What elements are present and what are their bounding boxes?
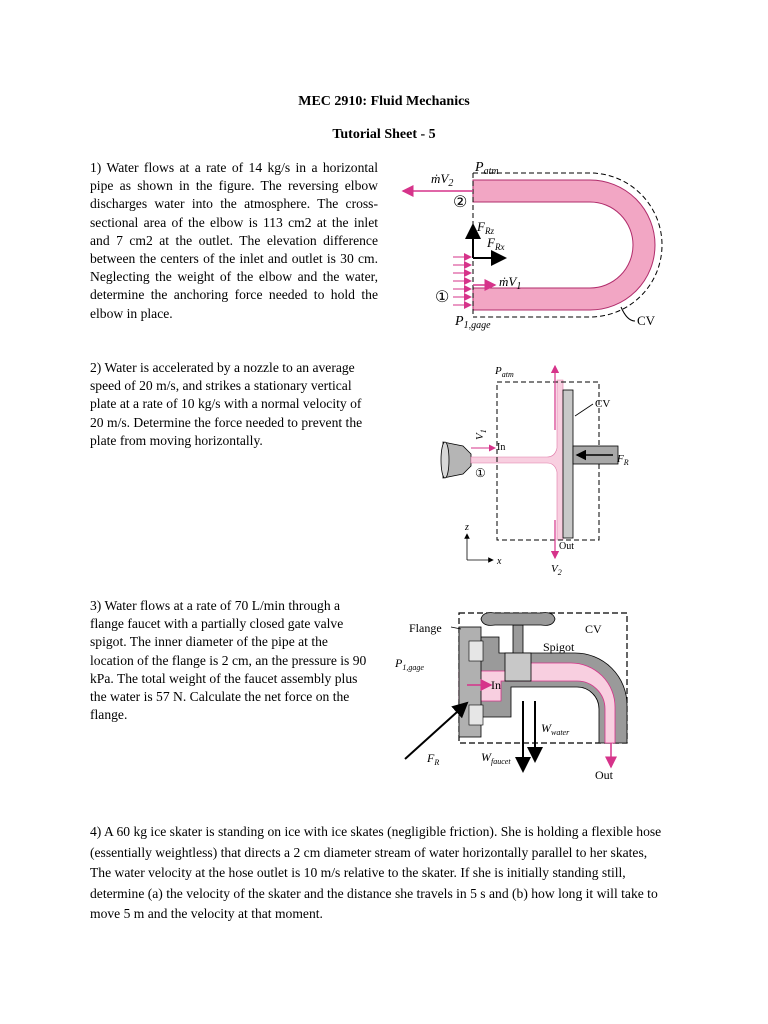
problem-2 xyxy=(90,359,372,450)
problem-1-text: Water flows at a rate of 14 kg/s in a horizontal pipe as shown in the figure. The reversing elbow discharges water into the atmosphere. The cross-sectional area of the elbow is 113 cm2 at the inlet and 7 cm2 at the outlet. The elevation difference between the centers of the inlet and outlet is 30 cm. Neglecting the weight of the elbow and the water, determine the anchoring force needed to hold the elbow in place. xyxy=(90,160,378,321)
bolt-top xyxy=(469,641,483,661)
figure-2-plate xyxy=(435,360,635,575)
p-atm-label: $P_{atm}$ xyxy=(475,160,499,177)
v2-label: $V_2$ xyxy=(551,563,562,577)
p-atm-label: $P_{atm}$ xyxy=(495,365,514,379)
problem-1 xyxy=(90,159,378,323)
cv-label: CV xyxy=(637,313,656,328)
inlet-label: In xyxy=(491,678,501,692)
problem-3-text: Water flows at a rate of 70 L/min through a flange faucet with a partially closed gate valve spigot. The inner diameter of the pipe at the location of the flange is 2 cm, an the pressure is 90 kPa. The total weight of the faucet assembly plus the water is 57 N. Calculate the net force on the flange. xyxy=(90,598,367,723)
cv-label: CV xyxy=(595,398,611,410)
valve-stem xyxy=(513,625,523,655)
fr-arrow xyxy=(405,703,467,759)
jet xyxy=(471,380,563,540)
outlet-label: Out xyxy=(559,541,574,552)
problem-1-number: 1) xyxy=(90,160,102,175)
v1-label: $V_1$ xyxy=(474,429,488,440)
frx-label: $F_{Rx}$ xyxy=(487,235,505,252)
mdot-v1-label: ṁV$_1$ xyxy=(499,274,522,292)
figure-3-faucet xyxy=(395,605,640,785)
mdot-v2-label: ṁV$_2$ xyxy=(431,171,454,189)
x-label: x xyxy=(497,556,502,567)
cv-leader xyxy=(575,404,593,416)
w-water-label: $W_{water}$ xyxy=(541,721,570,737)
page-subtitle: Tutorial Sheet - 5 xyxy=(332,127,436,142)
figure-1-elbow xyxy=(395,155,665,335)
spigot-label: Spigot xyxy=(543,640,575,654)
w-faucet-label: $W_{faucet}$ xyxy=(481,750,511,766)
inlet-label: In xyxy=(497,442,506,453)
inlet-pressure-arrows xyxy=(453,257,471,305)
problem-3 xyxy=(90,597,372,724)
station-1-label: ① xyxy=(435,289,450,306)
problem-4 xyxy=(90,822,670,925)
page-title: MEC 2910: Fluid Mechanics xyxy=(298,94,470,109)
station-2-label: ② xyxy=(453,194,468,211)
p-gage-label: $P_{1,gage}$ xyxy=(395,656,424,672)
valve-handle xyxy=(481,613,555,626)
frz-label: $F_{Rz}$ xyxy=(477,219,494,236)
problem-4-number: 4) xyxy=(90,824,102,839)
p-gage-label: $P_{1,gage}$ xyxy=(455,314,491,331)
z-label: z xyxy=(465,522,469,533)
flange-label: Flange xyxy=(409,621,442,635)
cv-label: CV xyxy=(585,622,602,636)
problem-2-text: Water is accelerated by a nozzle to an average speed of 20 m/s, and strikes a stationary vertical plate at a rate of 10 kg/s with a normal velocity of 20 m/s. Determine the force needed to prevent the plate from moving horizontally. xyxy=(90,360,363,448)
bolt-bottom xyxy=(469,705,483,725)
station-1-label: ① xyxy=(475,466,486,480)
plate xyxy=(563,390,573,538)
valve-gate xyxy=(505,653,531,681)
problem-2-number: 2) xyxy=(90,360,102,375)
fr-label: $F_R$ xyxy=(427,751,440,767)
fr-label: $F_R$ xyxy=(617,453,629,467)
problem-4-text: A 60 kg ice skater is standing on ice with ice skates (negligible friction). She is holding a flexible hose (essentially weightless) that directs a 2 cm diameter stream of water horizontally parallel to her skates, The water velocity at the hose outlet is 10 m/s relative to the skater. If she is initially standing still, determine (a) the velocity of the skater and the distance she travels in 5 s and (b) how long it will take to move 5 m and the velocity at that moment. xyxy=(90,824,662,922)
outlet-label: Out xyxy=(595,768,613,782)
problem-3-number: 3) xyxy=(90,598,102,613)
